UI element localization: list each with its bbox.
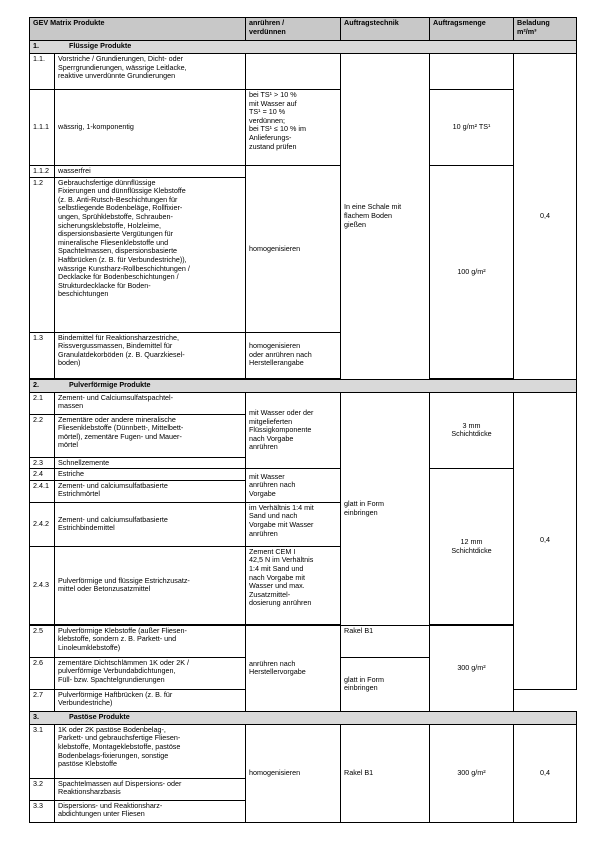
header-product: GEV Matrix Produkte	[30, 18, 246, 41]
table-row: 2.3 Schnellzemente	[30, 457, 577, 469]
section-row-3	[30, 711, 577, 724]
table-row: 1.3 Bindemittel für Reaktionsharzestriche, Rissvergussmassen, Bindemittel für Granulatdekorböden (z. B. Quarzkiesel- boden) homogenisieren oder anrühren nach Herstellerangabe	[30, 332, 577, 378]
load-cell: 0,4	[514, 54, 577, 380]
technique-cell: In eine Schale mit flachem Boden gießen	[341, 54, 430, 380]
table-row: 2.1 Zement- und Calciumsulfatspachtel- massen mit Wasser oder der mitgelieferten Flüssigkomponente nach Vorgabe anrühren glatt in Form einbringen 3 mm Schichtdicke 0,4	[30, 392, 577, 414]
table-row: 2.4 Estriche mit Wasser anrühren nach Vorgabe 12 mm Schichtdicke	[30, 469, 577, 481]
table-row: 2.7 Pulverförmige Haftbrücken (z. B. für Verbundestriche)	[30, 689, 577, 711]
section-title: 2. Pulverförmige Produkte	[30, 379, 577, 392]
section-row-2	[30, 379, 577, 392]
load-cell: 0,4	[514, 724, 577, 822]
table-row: 2.4.2 Zement- und calciumsulfatbasierte Estrichbindemittel im Verhältnis 1:4 mit Sand und nach Vorgabe mit Wasser anrühren	[30, 502, 577, 546]
table-row: 1.2 Gebrauchsfertige dünnflüssige Fixierungen und dünnflüssige Klebstoffe (z. B. Anti-Rutsch-Beschichtungen für selbstliegende Bodenbeläge, Rollfixier- ungen, Sprühklebstoffe, Schrauben- sicherungsklebstoffe, Holzleime, dispersionsbasierte Vergütungen für mineralische Fliesenklebstoffe und Spachtelmassen, dispersionsbasierte Haftbrücken (z. B. für Verbundestriche)), wässrige Kunstharz-Rollbeschichtungen / Decklacke für Bodenbeschichtungen / Strukturdecklacke für Boden- beschichtungen	[30, 177, 577, 332]
table-row: 2.2 Zementäre oder andere mineralische Fliesenklebstoffe (Dünnbett-, Mittelbett- mörtel), zementäre Fugen- und Mauer- mörtel	[30, 414, 577, 457]
load-cell: 0,4	[514, 392, 577, 689]
table-row: 2.5 Pulverförmige Klebstoffe (außer Fliesen- klebstoffe, sondern z. B. Parkett- und Linoleumklebstoffe) anrühren nach Herstellervorgabe Rakel B1 300 g/m²	[30, 625, 577, 657]
product-matrix-table	[29, 17, 577, 823]
table-row: 1.1.1 wässrig, 1-komponentig bei TS¹ > 10 % mit Wasser auf TS¹ = 10 % verdünnen; bei TS¹ ≤ 10 % im Anlieferungs- zustand prüfen 10 g/m² TS¹	[30, 90, 577, 166]
table-row: 1.1. Vorstriche / Grundierungen, Dicht- oder Sperrgrundierungen, wässrige Leitlacke, reaktive unverdünnte Grundierungen In eine Schale mit flachem Boden gießen 0,4	[30, 54, 577, 90]
table-row: 2.4.3 Pulverförmige und flüssige Estrichzusatz- mittel oder Betonzusatzmittel Zement CEM I 42,5 N im Verhältnis 1:4 mit Sand und nach Vorgabe mit Wasser und max. Zusatzmittel- dosierung anrühren	[30, 546, 577, 624]
header-amount: Auftragsmenge	[430, 18, 514, 41]
table-row: 1.1.2 wasserfrei homogenisieren 100 g/m²	[30, 166, 577, 178]
table-row: 2.4.1 Zement- und calciumsulfatbasierte Estrichmörtel	[30, 480, 577, 502]
table-row: 3.3 Dispersions- und Reaktionsharz- abdichtungen unter Fliesen	[30, 800, 577, 822]
table-header-row	[30, 18, 577, 41]
header-technique: Auftragstechnik	[341, 18, 430, 41]
table-row: 3.2 Spachtelmassen auf Dispersions- oder Reaktionsharzbasis	[30, 778, 577, 800]
header-prep: anrühren / verdünnen	[246, 18, 341, 41]
table-row: 3.1 1K oder 2K pastöse Bodenbelag-, Parkett- und gebrauchsfertige Fliesen- klebstoffe, Montageklebstoffe, pastöse Bodenbelags-fixierungen, sonstige pastöse Klebstoffe homogenisieren Rakel B1 300 g/m² 0,4	[30, 724, 577, 778]
table-row: 2.6 zementäre Dichtschlämmen 1K oder 2K / pulverförmige Verbundabdichtungen, Füll- bzw. Spachtelgrundierungen glatt in Form einbringen	[30, 657, 577, 689]
section-title: 1. Flüssige Produkte	[30, 41, 577, 54]
section-row-1	[30, 41, 577, 54]
header-load: Beladung m²/m³	[514, 18, 577, 41]
section-title: 3. Pastöse Produkte	[30, 711, 577, 724]
